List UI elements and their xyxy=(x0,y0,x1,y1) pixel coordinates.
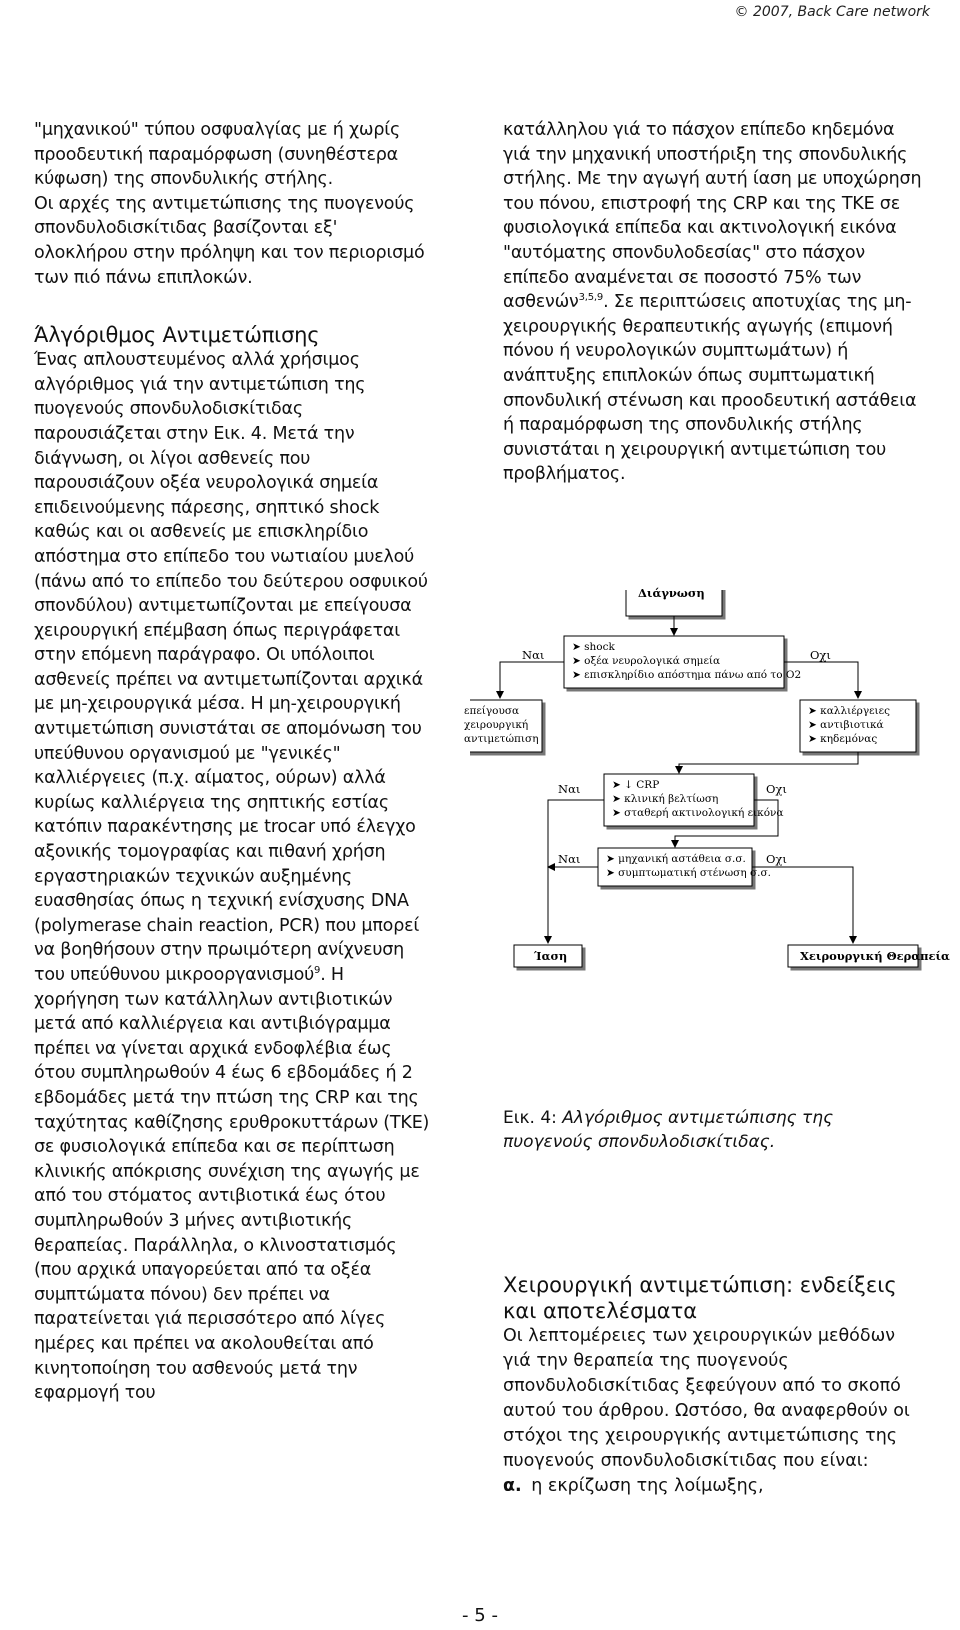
surgery-heading: Χειρουργική αντιμετώπιση: ενδείξεις και αποτελέσματα xyxy=(503,1273,897,1323)
page-number: - 5 - xyxy=(462,1605,498,1626)
diagnosis-label: Διάγνωση xyxy=(638,586,705,600)
conservative-treatment-list xyxy=(808,704,890,746)
treatment-item: ➤ κηδεμόνας xyxy=(808,733,878,745)
treatment-algorithm-diagram xyxy=(464,586,960,1050)
principles-paragraph: Οι αρχές της αντιμετώπισης της πυογενούς σπονδυλοδισκίτιδας βασίζονται εξ' ολοκλήρου στην πρόληψη και τον περιορισμό των πιό πάνω επιπλοκών. xyxy=(34,193,425,288)
criteria-item: ➤ οξέα νευρολογικά σημεία xyxy=(572,655,721,667)
right-text-2: . Σε περιπτώσεις αποτυχίας της μη-χειρουργικής θεραπευτικής αγωγής (επιμονή πόνου ή νευρολογικών συμπτωμάτων) ή ανάπτυξης επιπλοκών όπως συμπτωματική σπονδυλική στένωση και προοδευτική αστάθεια ή παραμόρφωση της σπονδυλικής στήλης συνιστάται η χειρουργική αντιμετώπιση του προβλήματος. xyxy=(503,292,917,485)
no-label-1: Οχι xyxy=(810,648,831,662)
reference-3-5-9: 3,5,9 xyxy=(578,292,604,304)
cure-box: Ίαση xyxy=(534,949,568,963)
surgery-paragraph: Οι λεπτομέρειες των χειρουργικών μεθόδων γιά την θεραπεία της πυογενούς σπονδυλοδισκίτιδας ξεφεύγουν από το σκοπό αυτού του άρθρου. Ωστόσο, θα αναφερθούν οι στόχοι της χειρουργικής αντιμετώπισης της πυογενούς σπονδυλοδισκίτιδας που είναι: xyxy=(503,1326,910,1471)
list-item-label: α. xyxy=(503,1476,522,1496)
improvement-item: ➤ ↓ CRP xyxy=(612,779,660,791)
yes-label-2: Ναι xyxy=(558,782,581,796)
algorithm-text-2: . Μετά την διάγνωση, οι λίγοι ασθενείς που παρουσιάζουν οξέα νευρολογικά σημεία επιδεινούμενης πάρεσης, σηπτικό shock καθώς και οι ασθενείς με επισκληρίδιο απόστημα στο επίπεδο του νωτιαίου μυελού (πάνω από το επίπεδο του δεύτερου οσφυικού σπονδύλου) αντιμετωπίζονται με επείγουσα χειρουργική επέμβαση όπως περιγράφεται στην επόμενη παράγραφο. Οι υπόλοιποι ασθενείς πρέπει να αντιμετωπίζονται αρχικά με μη-χειρουργικά μέσα. Η μη-χειρουργική αντιμετώπιση συνιστάται σε απομόνωση του υπεύθυνου οργανισμού με "γενικές" καλλιέργειες (π.χ. αίματος, ούρων) αλλά κυρίως καλλιέργεια της σηπτικής εστίας κατόπιν παρακέντησης με trocar υπό έλεγχο αξονικής τομογραφίας και πιθανή χρήση εργαστηριακών τεχνικών αυξημένης ευασθησίας όπως η τεχνική ενίσχυσης DNA (polymerase chain reaction, PCR) που μπορεί να βοηθήσουν στην πρωιμότερη ανίχνευση του υπεύθυνου μικροοργανισμού xyxy=(34,423,428,985)
instability-list xyxy=(606,852,771,880)
list-item xyxy=(503,1474,923,1499)
instability-item: ➤ συμπτωματική στένωση σ.σ. xyxy=(606,867,771,879)
treatment-item: ➤ αντιβιοτικά xyxy=(808,719,884,731)
left-column xyxy=(34,118,434,1406)
caption-text: Αλγόριθμος αντιμετώπισης της πυογενούς σπονδυλοδισκίτιδας. xyxy=(503,1108,834,1152)
algorithm-text-1: Ένας απλουστευμένος αλλά χρήσιμος αλγόριθμος γιά την αντιμετώπιση της πυογενούς σπονδυλοδισκίτιδας παρουσιάζεται στην xyxy=(34,350,366,444)
improvement-item: ➤ σταθερή ακτινολογική εικόνα xyxy=(612,807,784,819)
list-item-text: η εκρίζωση της λοίμωξης, xyxy=(531,1476,764,1496)
instability-item: ➤ μηχανική αστάθεια σ.σ. xyxy=(606,853,746,865)
criteria-item: ➤ shock xyxy=(572,641,615,653)
algorithm-heading: Άλγόριθμος Αντιμετώπισης xyxy=(34,323,320,348)
improvement-criteria xyxy=(612,778,784,820)
emergency-surgery-box: επείγουσα χειρουργική αντιμετώπιση xyxy=(464,705,539,745)
figure-reference: Εικ. 4 xyxy=(213,423,262,444)
yes-label-3: Ναι xyxy=(558,852,581,866)
figure-caption xyxy=(503,1106,923,1154)
yes-label-1: Ναι xyxy=(522,648,545,662)
right-text-1: κατάλληλου γιά το πάσχον επίπεδο κηδεμόνα γιά την μηχανική υποστήριξη της σπονδυλικής στήλης. Με την αγωγή αυτή ίαση με υποχώρηση του πόνου, επιστροφή της CRP και της ΤΚΕ σε φυσιολογικά επίπεδα και ακτινολογική εικόνα "αυτόματης σπονδυλοδεσίας" στο πάσχον επίπεδο αναμένεται σε ποσοστό 75% των ασθενών xyxy=(503,120,922,313)
criteria-list xyxy=(572,640,801,682)
surgery-box: Χειρουργική Θεραπεία xyxy=(800,949,950,963)
criteria-item: ➤ επισκληρίδιο απόστημα πάνω από το Ο2 xyxy=(572,669,802,681)
no-label-3: Οχι xyxy=(766,852,787,866)
treatment-item: ➤ καλλιέργειες xyxy=(808,705,890,717)
no-label-2: Οχι xyxy=(766,782,787,796)
right-column xyxy=(503,118,923,487)
algorithm-text-3: . Η χορήγηση των κατάλληλων αντιβιοτικών μετά από καλλιέργεια και αντιβιόγραμμα πρέπει να γίνεται αρχικά ενδοφλέβια έως ότου συμπληρωθούν 4 έως 6 εβδομάδες ή 2 εβδομάδες μετά την πτώση της CRP και της ταχύτητας καθίζησης ερυθροκυττάρων (ΤΚΕ) σε φυσιολογικά επίπεδα και σε περίπτωση κλινικής απόκρισης συνέχιση της αγωγής με από του στόματος αντιβιοτικά έως ότου συμπληρωθούν 3 μήνες αντιβιοτικής θεραπείας. Παράλληλα, ο κλινοστατισμός (που αρχικά υπαγορεύεται από τα οξέα συμπτώματα πόνου) δεν πρέπει να παρατείνεται γιά περισσότερο από λίγες ημέρες και πρέπει να ακολουθείται από κινητοποίηση του ασθενούς μετά την εφαρμογή του xyxy=(34,965,430,1404)
algorithm-paragraph xyxy=(34,348,434,1406)
improvement-item: ➤ κλινική βελτίωση xyxy=(612,793,719,805)
intro-paragraph: "μηχανικού" τύπου οσφυαλγίας με ή χωρίς προοδευτική παραμόρφωση (συνηθέστερα κύφωση) της σπονδυλικής στήλης. xyxy=(34,120,401,190)
copyright-header: © 2007, Back Care network xyxy=(734,4,930,20)
surgery-section xyxy=(503,1240,923,1499)
right-paragraph xyxy=(503,118,923,487)
reference-9: 9 xyxy=(314,965,321,977)
caption-label: Εικ. 4: xyxy=(503,1108,557,1128)
